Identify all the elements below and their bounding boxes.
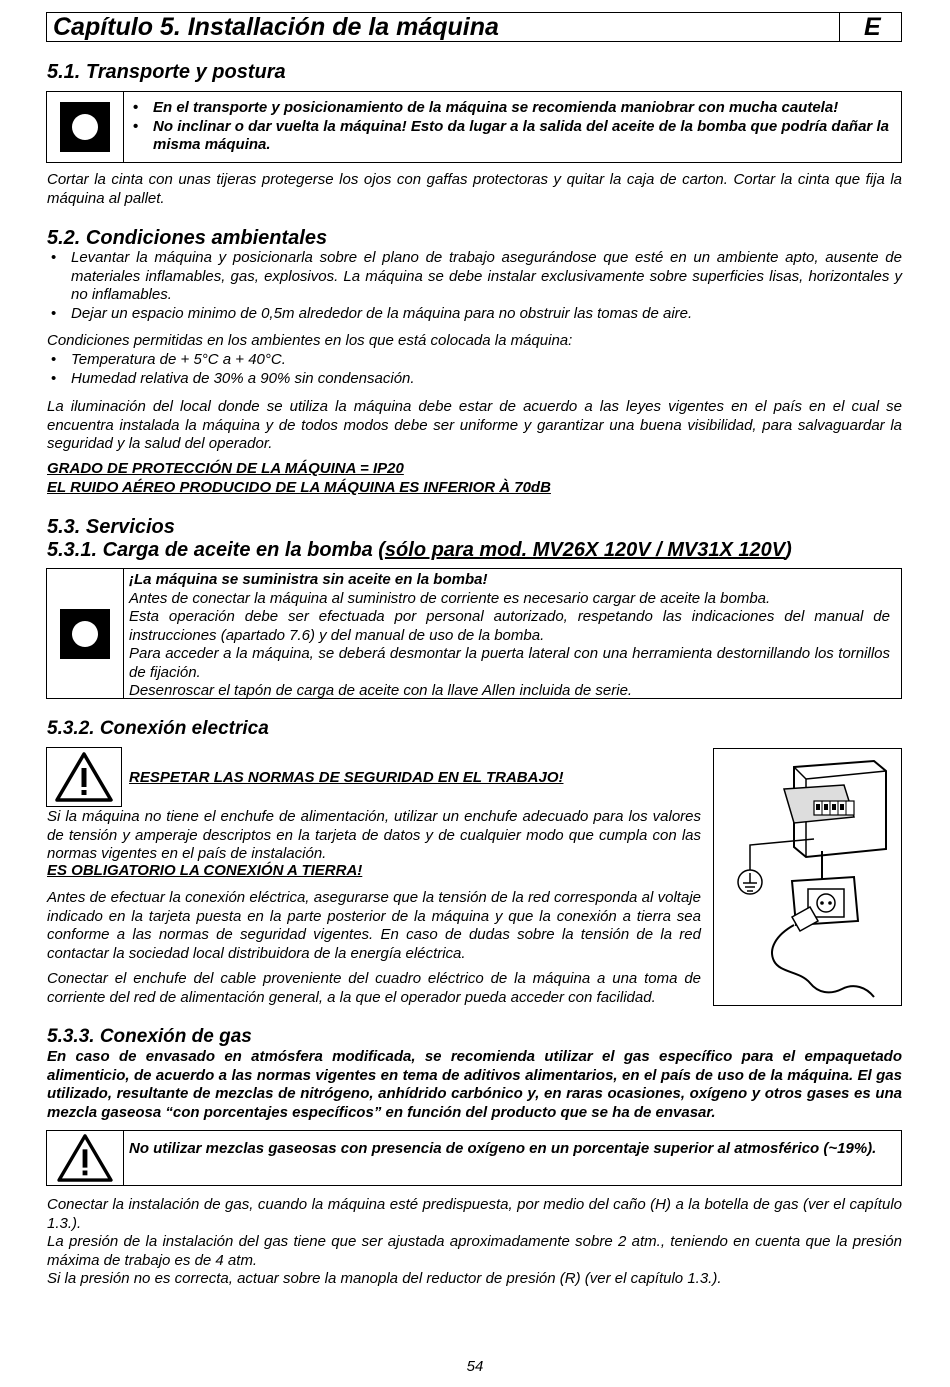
cut-tape-text: Cortar la cinta con unas tijeras protegerse los ojos con gaffas protectoras y quitar la caja de carton. Cortar la cinta que fija la máquina al pallet. [47, 171, 902, 207]
warning-triangle-icon [54, 751, 114, 803]
oil-notice-line: Antes de conectar la máquina al suministro de corriente es necesario cargar de aceite la bomba. [129, 589, 771, 607]
gas-instruction-line: La presión de la instalación del gas tiene que ser ajustada aproximadamente sobre 2 atm., teniendo en cuenta que la presión máxima de trabajo es de 4 atm. [47, 1233, 902, 1269]
conditions-list [47, 351, 902, 388]
section-5-1-heading: 5.1. Transporte y postura [47, 61, 286, 83]
oil-notice-line: Esta operación debe ser efectuada por personal autorizado, respetando las indicaciones del manual de instrucciones (apartado 7.6) y del manual de uso de la bomba. [129, 608, 890, 644]
warning-icon-cell [47, 1131, 124, 1185]
electrical-panel-drawing [714, 749, 901, 1005]
chapter-lang-cell [839, 13, 903, 41]
stop-icon [60, 609, 110, 659]
protection-grade: GRADO DE PROTECCIÓN DE LA MÁQUINA = IP20 [47, 460, 404, 477]
page-number: 54 [466, 1358, 484, 1375]
stop-icon-cell [47, 92, 124, 162]
oil-notice-box [46, 568, 902, 699]
gas-intro-text: En caso de envasado en atmósfera modificada, se recomienda utilizar el gas específico para el empaquetado alimenticio, de acuerdo a las normas vigentes en tema de aditivos alimentarios, en el país de uso de la máquina. El gas utilizado, resultante de mezclas de nitrógeno, anhídrido carbónico y, en raras ocasiones, oxígeno y otros gases es una mezcla gaseosa “con porcentajes específicos” en función del producto que se ha de envasar. [47, 1048, 902, 1121]
chapter-header [46, 12, 902, 42]
oil-notice-title: ¡La máquina se suministra sin aceite en la bomba! [129, 571, 488, 588]
section-5-3-heading: 5.3. Servicios [47, 516, 175, 538]
oxygen-warning-text: No utilizar mezclas gaseosas con presencia de oxígeno en un porcentaje superior al atmosférico (~19%). [129, 1140, 877, 1157]
chapter-title: Capítulo 5. Installación de la máquina [53, 13, 499, 41]
section-5-3-3-heading: 5.3.3. Conexión de gas [47, 1026, 252, 1047]
section-5-3-2-heading: 5.3.2. Conexión electrica [47, 718, 269, 739]
oil-notice-content [129, 571, 890, 701]
stop-icon [60, 102, 110, 152]
list-item: • Temperatura de + 5°C a + 40°C. [51, 351, 286, 368]
list-item: • Humedad relativa de 30% a 90% sin condensación. [51, 369, 415, 387]
chapter-lang: E [864, 13, 881, 41]
oil-notice-line: Desenroscar el tapón de carga de aceite con la llave Allen incluida de serie. [129, 682, 633, 699]
connect-plug-text: Conectar el enchufe del cable proveniente del cuadro eléctrico de la máquina a una toma de corriente del red de alimentación general, a la que el operador pueda acceder con facilidad. [47, 970, 701, 1006]
oxygen-warning-box [46, 1130, 902, 1186]
plug-text: Si la máquina no tiene el enchufe de alimentación, utilizar un enchufe adecuado para los valores de tensión y amperaje descriptos en la tarjeta de datos y de cualquier modo que cumpla con las normas vigentes en el país de instalación. [47, 808, 701, 862]
transport-caution-list [129, 99, 889, 155]
noise-level: EL RUIDO AÉREO PRODUCIDO DE LA MÁQUINA ES INFERIOR À 70dB [47, 479, 551, 496]
section-5-2-heading: 5.2. Condiciones ambientales [47, 227, 328, 249]
section-5-3-1-heading: 5.3.1. Carga de aceite en la bomba (sólo para mod. MV26X 120V / MV31X 120V) [47, 539, 792, 561]
gas-instruction-line: Si la presión no es correcta, actuar sobre la manopla del reductor de presión (R) (ver el capítulo 1.3.). [47, 1270, 722, 1287]
voltage-check-text: Antes de efectuar la conexión eléctrica, asegurarse que la tensión de la red corresponda al voltaje indicado en la tarjeta puesta en la parte posterior de la máquina y que la conexión a tierra sea conforme a las normas de seguridad vigentes. En caso de dudas sobre la tensión de la red contactar la sociedad local distribuidora de la energía eléctrica. [47, 889, 701, 962]
safety-warning-box [46, 747, 122, 807]
conditions-intro: Condiciones permitidas en los ambientes en los que está colocada la máquina: [47, 332, 573, 349]
electrical-connection-illustration [713, 748, 902, 1006]
gas-instructions [47, 1196, 902, 1289]
list-item: • Levantar la máquina y posicionarla sobre el plano de trabajo asegurándose que esté en un ambiente apto, ausente de materiales inflamables, gas, explosivos. La máquina se debe instalar exclusivamente sobre superficies lisas, horizontales y no inflamables. [51, 249, 902, 303]
oil-notice-line: Para acceder a la máquina, se deberá desmontar la puerta lateral con una herramienta destornillando los tornillos de fijación. [129, 645, 890, 681]
list-item: • Dejar un espacio minimo de 0,5m alrededor de la máquina para no obstruir las tomas de aire. [51, 304, 693, 322]
list-item: • En el transporte y posicionamiento de la máquina se recomienda maniobrar con mucha cautela! [133, 99, 839, 116]
environment-list [47, 249, 902, 323]
grounding-mandatory: ES OBLIGATORIO LA CONEXIÓN A TIERRA! [47, 862, 363, 879]
gas-instruction-line: Conectar la instalación de gas, cuando la máquina esté predispuesta, por medio del caño (H) a la botella de gas (ver el capítulo 1.3.). [47, 1196, 902, 1232]
stop-icon-cell [47, 569, 124, 698]
lighting-text: La iluminación del local donde se utiliza la máquina debe estar de acuerdo a las leyes vigentes en el país en el cual se encuentra instalada la máquina y de todos modos debe ser uniforme y garantizar una buena visibilidad, para salvaguardar la seguridad y la salud del operador. [47, 398, 902, 452]
list-item: • No inclinar o dar vuelta la máquina! Esto da lugar a la salida del aceite de la bomba que podría dañar la misma máquina. [133, 117, 889, 153]
transport-caution-box [46, 91, 902, 163]
warning-triangle-icon [55, 1133, 115, 1183]
safety-rules-text: RESPETAR LAS NORMAS DE SEGURIDAD EN EL TRABAJO! [129, 769, 564, 786]
